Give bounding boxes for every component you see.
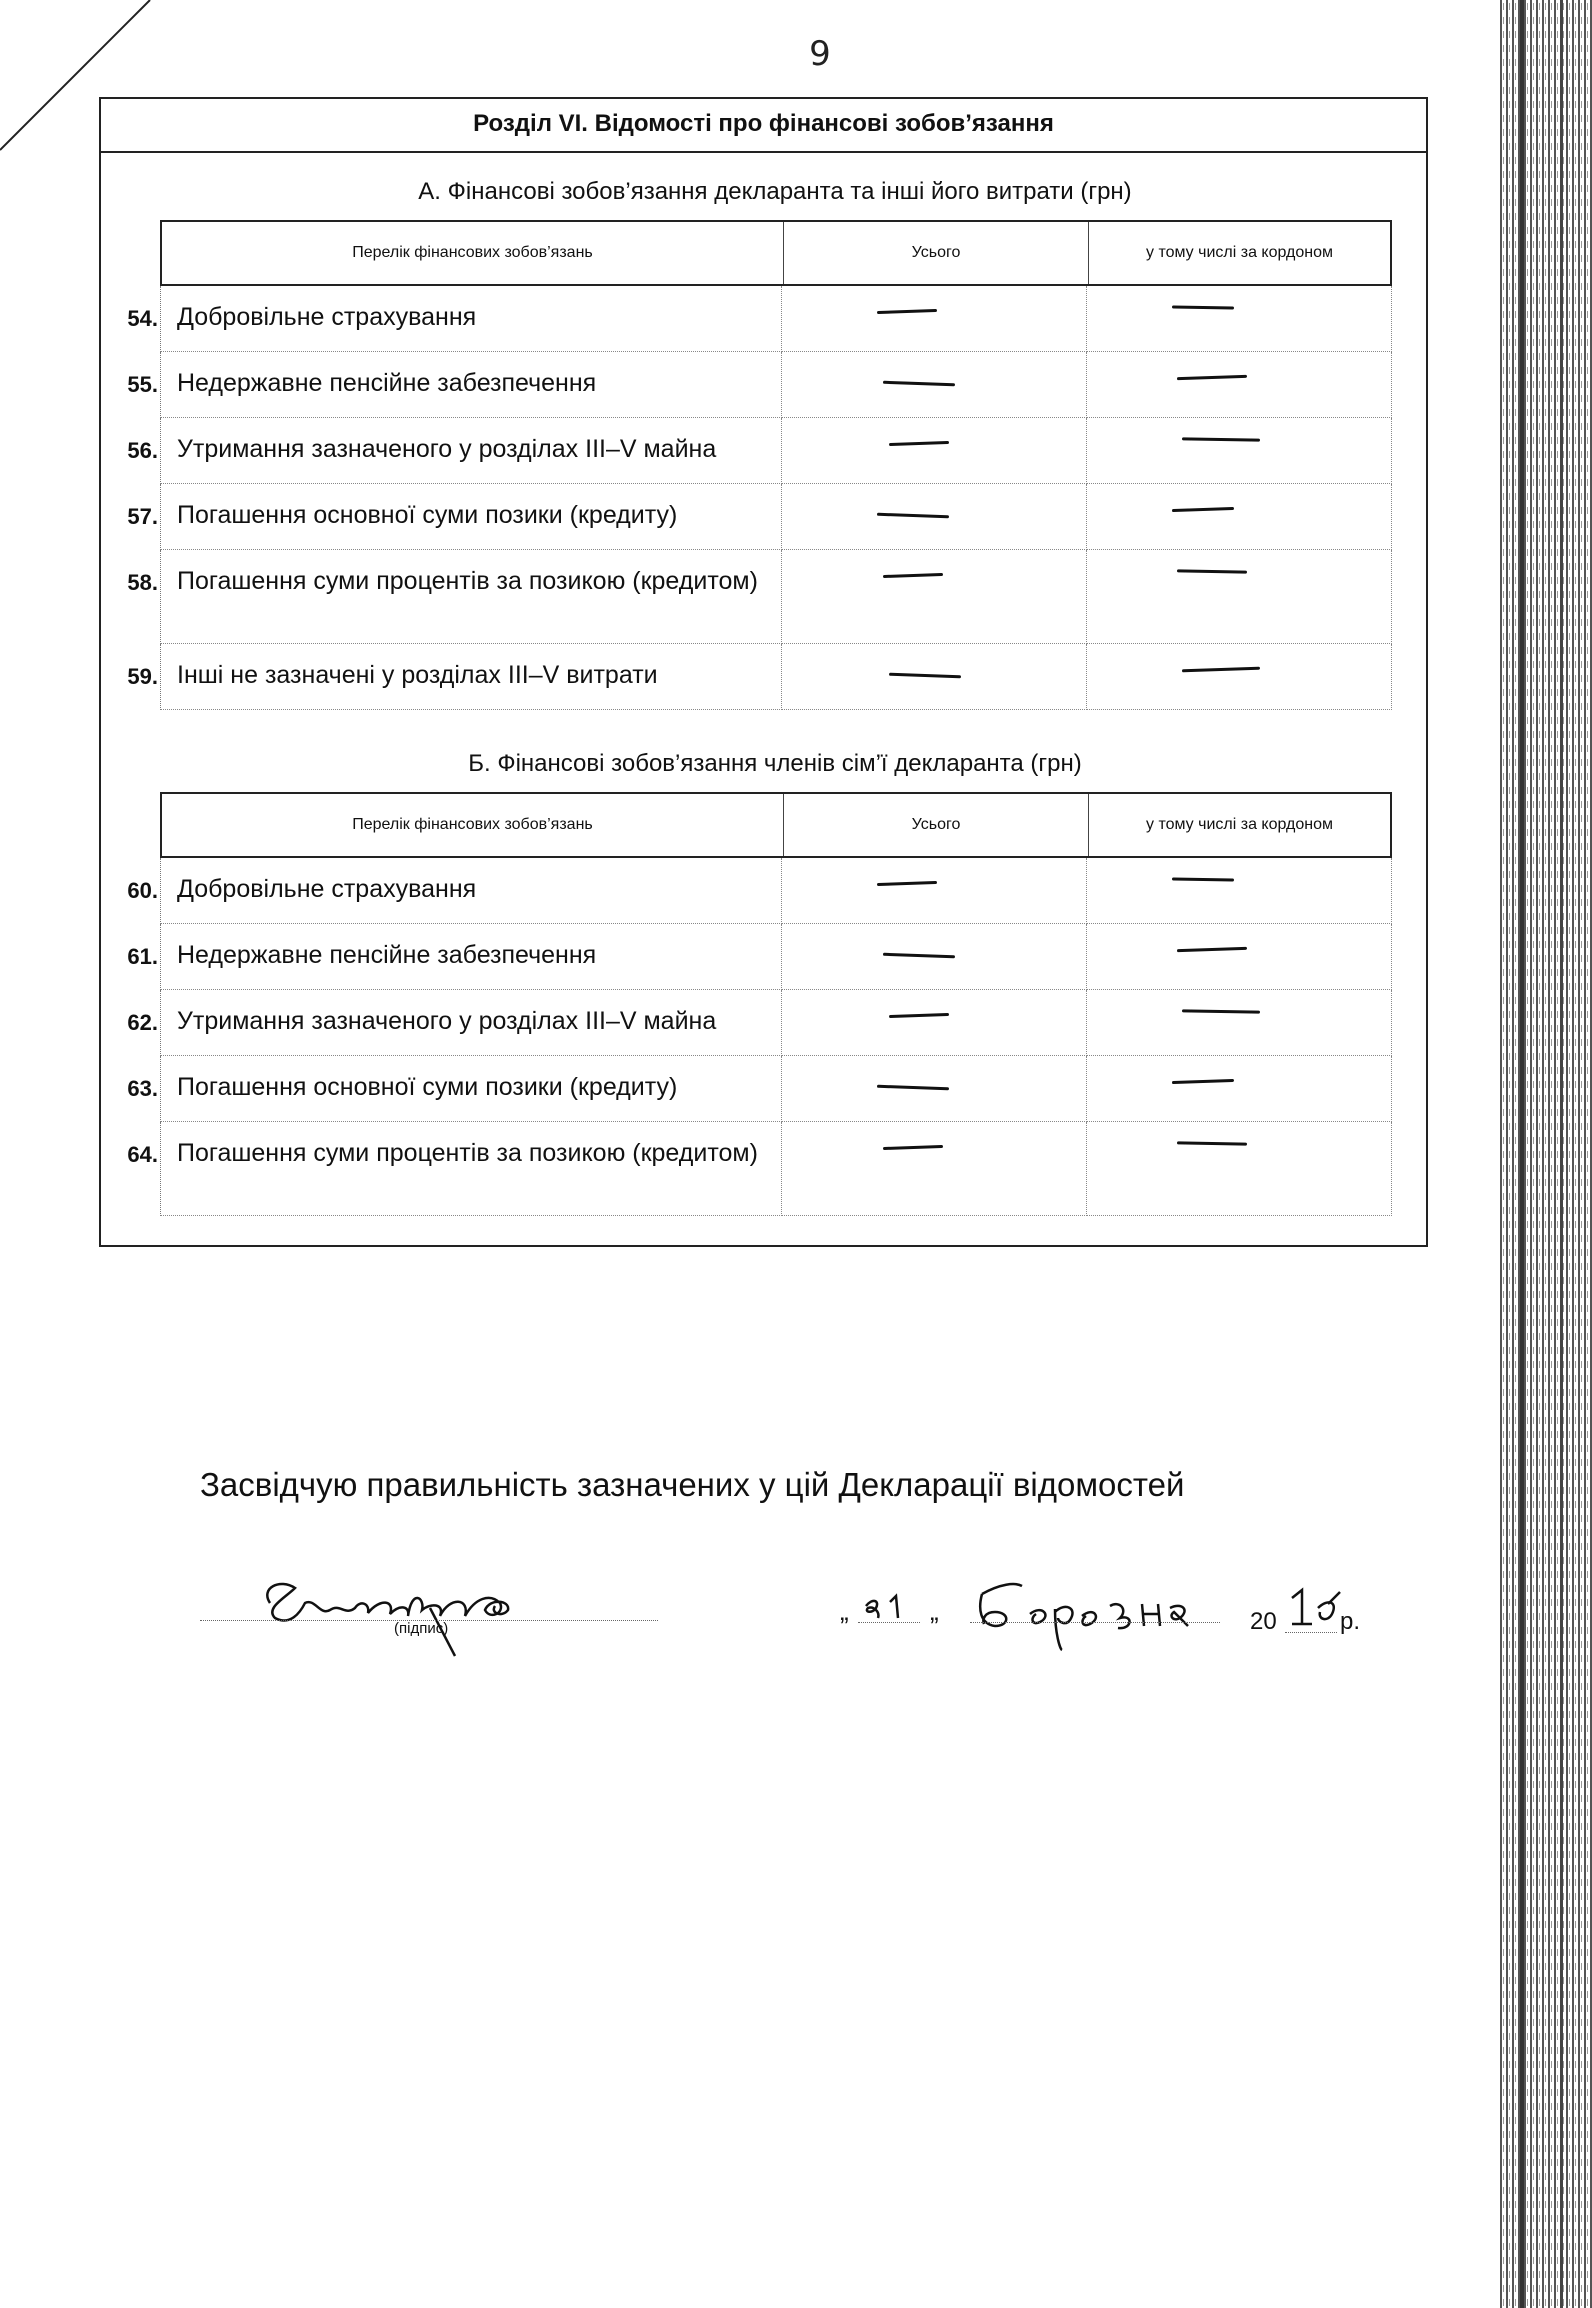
row-label: Недержавне пенсійне забезпечення — [177, 941, 597, 969]
row-label: Добровільне страхування — [177, 303, 477, 331]
table-row — [127, 990, 1392, 1056]
row-label: Погашення суми процентів за позикою (кредитом) — [177, 567, 758, 595]
total-dash — [883, 573, 943, 578]
signature-label: (підпис) — [394, 1620, 449, 1637]
table-row — [127, 858, 1392, 924]
scan-edge-strip — [1500, 0, 1592, 2308]
row-label: Утримання зазначеного у розділах III–V майна — [177, 1007, 717, 1035]
year-unit: р. — [1340, 1608, 1361, 1635]
row-number: 57. — [127, 504, 158, 529]
total-dash — [883, 953, 955, 959]
row-number: 61. — [127, 944, 158, 969]
row-label-cell — [127, 418, 782, 484]
total-dash — [877, 513, 949, 519]
row-number: 59. — [127, 664, 158, 689]
row-number: 64. — [127, 1142, 158, 1167]
row-label-cell — [127, 924, 782, 990]
abroad-dash — [1182, 437, 1260, 441]
row-total-cell — [782, 352, 1087, 418]
row-total-cell — [782, 924, 1087, 990]
abroad-dash — [1172, 305, 1234, 309]
row-label-cell — [127, 1056, 782, 1122]
table-row — [127, 1056, 1392, 1122]
section-title: Розділ VI. Відомості про фінансові зобов’язання — [99, 97, 1428, 153]
row-abroad-cell — [1087, 352, 1392, 418]
row-abroad-cell — [1087, 1056, 1392, 1122]
row-label-cell — [127, 286, 782, 352]
row-abroad-cell — [1087, 418, 1392, 484]
row-label: Погашення основної суми позики (кредиту) — [177, 501, 678, 529]
row-number: 55. — [127, 372, 158, 397]
row-total-cell — [782, 990, 1087, 1056]
total-dash — [877, 309, 937, 314]
row-label-cell — [127, 644, 782, 710]
row-total-cell — [782, 550, 1087, 644]
abroad-dash — [1177, 375, 1247, 380]
date-month-handwritten — [970, 1564, 1220, 1654]
signature-image — [240, 1548, 620, 1658]
row-abroad-cell — [1087, 484, 1392, 550]
row-number: 62. — [127, 1010, 158, 1035]
part-a-title: А. Фінансові зобов’язання декларанта та інші його витрати (грн) — [418, 178, 1132, 205]
header-total: Усього — [784, 222, 1089, 284]
part-a-header — [160, 220, 1392, 286]
header-list: Перелік фінансових зобов’язань — [162, 794, 784, 856]
row-total-cell — [782, 1122, 1087, 1216]
row-label: Погашення основної суми позики (кредиту) — [177, 1073, 678, 1101]
total-dash — [889, 673, 961, 679]
row-label: Добровільне страхування — [177, 875, 477, 903]
total-dash — [877, 1085, 949, 1091]
row-total-cell — [782, 286, 1087, 352]
table-row — [127, 550, 1392, 644]
row-label-cell — [127, 1122, 782, 1216]
row-number: 60. — [127, 878, 158, 903]
abroad-dash — [1172, 1079, 1234, 1084]
row-number: 54. — [127, 306, 158, 331]
total-dash — [877, 881, 937, 886]
row-total-cell — [782, 484, 1087, 550]
date-block: „ „ 20 р. — [840, 1560, 1440, 1670]
row-abroad-cell — [1087, 286, 1392, 352]
row-abroad-cell — [1087, 1122, 1392, 1216]
row-label: Погашення суми процентів за позикою (кредитом) — [177, 1139, 758, 1167]
table-row — [127, 352, 1392, 418]
header-abroad: у тому числі за кордоном — [1146, 244, 1333, 261]
page-number: 9 — [809, 34, 831, 74]
row-total-cell — [782, 644, 1087, 710]
row-total-cell — [782, 858, 1087, 924]
row-label-cell — [127, 858, 782, 924]
part-b-title: Б. Фінансові зобов’язання членів сім’ї декларанта (грн) — [468, 750, 1082, 777]
header-total: Усього — [784, 794, 1089, 856]
abroad-dash — [1172, 877, 1234, 881]
row-total-cell — [782, 1056, 1087, 1122]
row-label-cell — [127, 990, 782, 1056]
year-prefix: 20 — [1250, 1608, 1277, 1635]
row-label: Недержавне пенсійне забезпечення — [177, 369, 597, 397]
row-number: 56. — [127, 438, 158, 463]
row-label-cell — [127, 550, 782, 644]
row-abroad-cell — [1087, 644, 1392, 710]
year-suffix-handwritten — [1288, 1584, 1348, 1634]
table-row — [127, 644, 1392, 710]
abroad-dash — [1182, 667, 1260, 673]
total-dash — [883, 1145, 943, 1150]
row-abroad-cell — [1087, 924, 1392, 990]
row-label: Утримання зазначеного у розділах III–V майна — [177, 435, 717, 463]
certification-text: Засвідчую правильність зазначених у цій Декларації відомостей — [200, 1466, 1185, 1503]
table-row — [127, 1122, 1392, 1216]
total-dash — [889, 1013, 949, 1018]
header-list: Перелік фінансових зобов’язань — [162, 222, 784, 284]
table-row — [127, 286, 1392, 352]
row-abroad-cell — [1087, 550, 1392, 644]
row-label-cell — [127, 484, 782, 550]
abroad-dash — [1177, 1141, 1247, 1145]
total-dash — [889, 441, 949, 446]
row-abroad-cell — [1087, 858, 1392, 924]
abroad-dash — [1177, 569, 1247, 573]
total-dash — [883, 381, 955, 387]
header-abroad: у тому числі за кордоном — [1146, 816, 1333, 833]
abroad-dash — [1182, 1009, 1260, 1013]
row-number: 63. — [127, 1076, 158, 1101]
table-row — [127, 418, 1392, 484]
row-label: Інші не зазначені у розділах III–V витрати — [177, 661, 658, 689]
row-number: 58. — [127, 570, 158, 595]
abroad-dash — [1177, 947, 1247, 952]
row-total-cell — [782, 418, 1087, 484]
table-row — [127, 924, 1392, 990]
row-label-cell — [127, 352, 782, 418]
table-row — [127, 484, 1392, 550]
part-b-header — [160, 792, 1392, 858]
abroad-dash — [1172, 507, 1234, 512]
row-abroad-cell — [1087, 990, 1392, 1056]
